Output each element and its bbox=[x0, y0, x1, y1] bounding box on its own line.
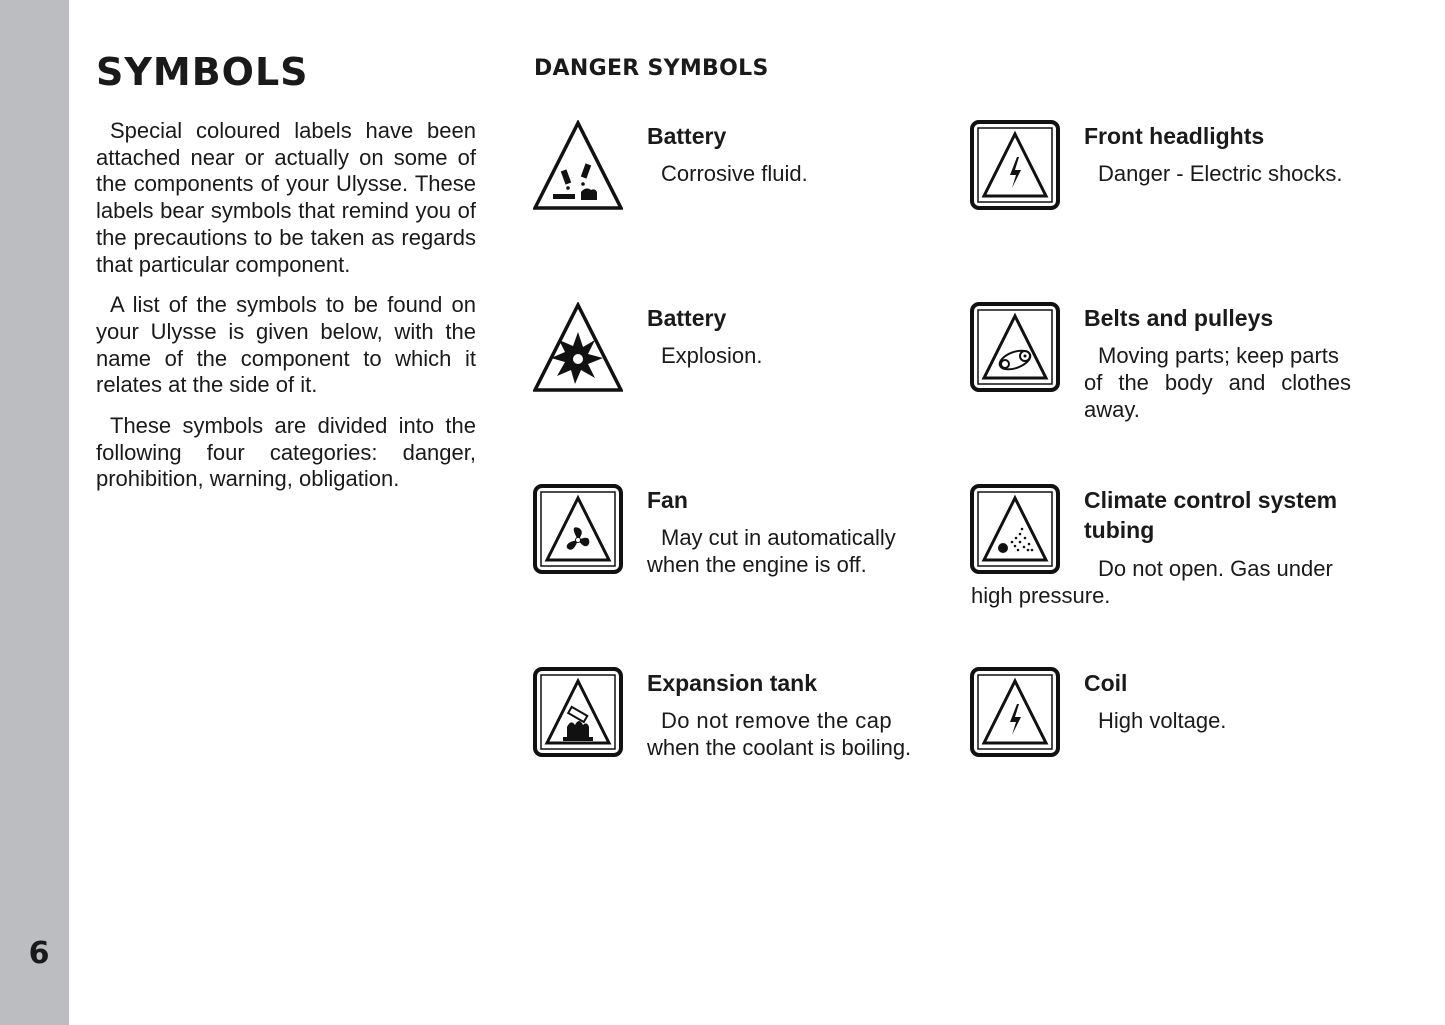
symbol-entry bbox=[971, 485, 1351, 609]
symbol-description: Danger - Electric shocks. bbox=[1098, 161, 1343, 186]
symbol-description bbox=[971, 342, 1351, 423]
symbol-description: Explosion. bbox=[661, 343, 763, 368]
symbol-description: Corrosive fluid. bbox=[661, 161, 808, 186]
description-lead: May cut in automatically bbox=[661, 525, 896, 550]
intro-paragraph: These symbols are divided into the following four categories: danger, prohibition, warning, obligation. bbox=[96, 413, 476, 492]
description-lead: Moving parts; keep parts bbox=[1098, 343, 1339, 368]
danger-symbols-heading: DANGER SYMBOLS bbox=[534, 56, 769, 81]
symbol-description bbox=[971, 555, 1351, 609]
description-rest: of the body and clothes away. bbox=[1084, 370, 1351, 422]
description-lead: Do not remove the cap bbox=[661, 708, 892, 733]
symbol-title: Belts and pulleys bbox=[1084, 305, 1274, 331]
symbol-title: Battery bbox=[647, 123, 727, 149]
symbol-entry bbox=[534, 485, 914, 578]
symbol-entry bbox=[971, 303, 1351, 423]
side-band bbox=[0, 0, 69, 1025]
intro-paragraph: A list of the symbols to be found on your Ulysse is given below, with the name of the component to which it relates at the side of it. bbox=[96, 292, 476, 398]
symbol-title: Coil bbox=[1084, 670, 1128, 696]
symbol-title: Fan bbox=[647, 487, 688, 513]
intro-paragraph: Special coloured labels have been attached near or actually on some of the components of your Ulysse. These labels bear symbols that remind you of the precautions to be taken as regards that particular component. bbox=[96, 118, 476, 277]
page-number: 6 bbox=[28, 936, 50, 971]
symbol-entry bbox=[534, 121, 914, 187]
symbol-description bbox=[534, 524, 914, 578]
intro-text bbox=[96, 118, 476, 507]
symbol-description bbox=[534, 707, 914, 761]
description-rest: when the coolant is boiling. bbox=[647, 735, 912, 760]
description-rest: high pressure. bbox=[971, 583, 1111, 608]
symbol-title: Expansion tank bbox=[647, 670, 817, 696]
symbol-entry bbox=[971, 668, 1351, 734]
description-lead: Do not open. Gas under bbox=[1098, 556, 1333, 581]
symbol-entry bbox=[534, 668, 914, 761]
section-title: SYMBOLS bbox=[96, 50, 309, 94]
symbol-entry bbox=[534, 303, 914, 369]
symbol-description: High voltage. bbox=[1098, 708, 1227, 733]
description-rest: when the engine is off. bbox=[647, 552, 867, 577]
symbol-entry bbox=[971, 121, 1351, 187]
symbol-title: Battery bbox=[647, 305, 727, 331]
symbol-title: Front headlights bbox=[1084, 123, 1265, 149]
symbol-title: Climate control system tubing bbox=[1084, 487, 1338, 543]
